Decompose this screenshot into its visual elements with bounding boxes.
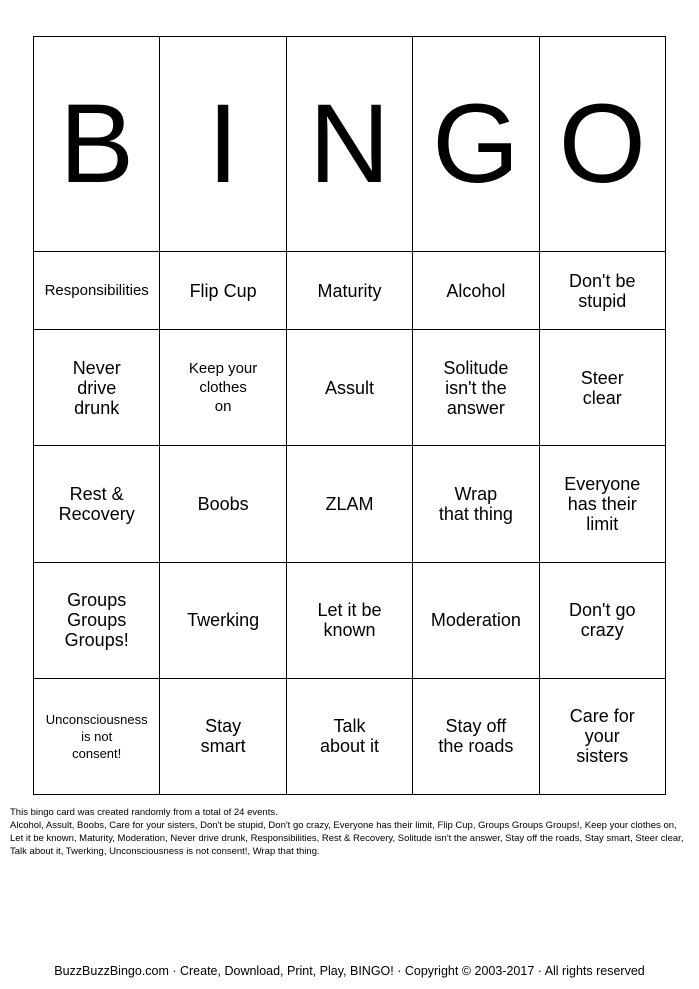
bingo-cell	[160, 330, 286, 446]
bingo-cell	[539, 252, 665, 330]
cell-text: Everyone has their limit	[564, 474, 641, 535]
cell-text: Maturity	[317, 280, 382, 301]
bingo-cell	[34, 252, 160, 330]
bingo-cell	[413, 446, 539, 562]
header-letter-g: G	[413, 37, 539, 252]
bingo-cell	[34, 678, 160, 794]
footer-note	[10, 806, 690, 858]
bingo-cell	[34, 562, 160, 678]
cell-text: Talk about it	[319, 716, 379, 757]
cell-text: Let it be known	[317, 600, 382, 641]
bingo-row-2	[34, 330, 666, 446]
header-letter-i: I	[160, 37, 286, 252]
cell-text: Don't go crazy	[569, 600, 636, 641]
bingo-cell	[160, 562, 286, 678]
cell-text: Care for your sisters	[569, 706, 635, 767]
bingo-cell	[539, 446, 665, 562]
bingo-cell	[34, 330, 160, 446]
bingo-cell	[286, 678, 412, 794]
bingo-cell	[539, 562, 665, 678]
bingo-cell	[413, 330, 539, 446]
bingo-cell	[286, 446, 412, 562]
bingo-cell	[286, 562, 412, 678]
cell-text: Boobs	[197, 494, 249, 515]
cell-text: Solitude isn't the answer	[443, 357, 509, 418]
bingo-cell	[160, 678, 286, 794]
footer-intro: This bingo card was created randomly from a total of 24 events.	[10, 807, 278, 818]
cell-text: Stay smart	[200, 716, 246, 757]
cell-text: Never drive drunk	[72, 357, 121, 418]
cell-text: Wrap that thing	[438, 484, 513, 525]
bingo-cell	[413, 252, 539, 330]
cell-text: Rest & Recovery	[58, 484, 135, 525]
header-letter-b: B	[34, 37, 160, 252]
bingo-header-row	[34, 37, 666, 252]
bingo-cell	[160, 446, 286, 562]
cell-text: Stay off the roads	[438, 716, 514, 757]
bingo-row-4	[34, 562, 666, 678]
bingo-row-3	[34, 446, 666, 562]
bingo-cell	[539, 678, 665, 794]
bingo-cell	[286, 252, 412, 330]
bingo-cell	[413, 562, 539, 678]
bingo-cell	[34, 446, 160, 562]
cell-text: Alcohol	[446, 280, 506, 301]
cell-text: Flip Cup	[189, 280, 257, 301]
copyright-line: BuzzBuzzBingo.com · Create, Download, Print, Play, BINGO! · Copyright © 2003-2017 · All rights reserved	[54, 964, 645, 978]
cell-text: Don't be stupid	[569, 270, 636, 311]
cell-text: Responsibilities	[44, 282, 149, 300]
cell-text: Steer clear	[580, 367, 624, 408]
bingo-cell	[413, 678, 539, 794]
footer-events-list: Alcohol, Assult, Boobs, Care for your sisters, Don't be stupid, Don't go crazy, Everyone has their limit, Flip Cup, Groups Groups Groups!, Keep your clothes on, Let it be known, Maturity, Moderation, Never drive drunk, Responsibilities, Rest & Recovery, Solitude isn't the answer, Stay off the roads, Stay smart, Steer clear, Talk about it, Twerking, Unconsciousness is not consent!, Wrap that thing.	[10, 820, 684, 857]
header-letter-o: O	[539, 37, 665, 252]
cell-text: Moderation	[430, 610, 521, 631]
bingo-cell	[160, 252, 286, 330]
bingo-card	[33, 36, 666, 795]
cell-text: Groups Groups Groups!	[64, 590, 129, 651]
bingo-cell	[539, 330, 665, 446]
bingo-row-1	[34, 252, 666, 330]
bingo-row-5	[34, 678, 666, 794]
cell-text: Assult	[324, 377, 374, 398]
cell-text: Unconsciousness is not consent!	[45, 711, 148, 761]
header-letter-n: N	[286, 37, 412, 252]
bingo-cell	[286, 330, 412, 446]
cell-text: ZLAM	[325, 494, 374, 515]
cell-text: Keep your clothes on	[188, 360, 258, 416]
cell-text: Twerking	[187, 610, 260, 631]
